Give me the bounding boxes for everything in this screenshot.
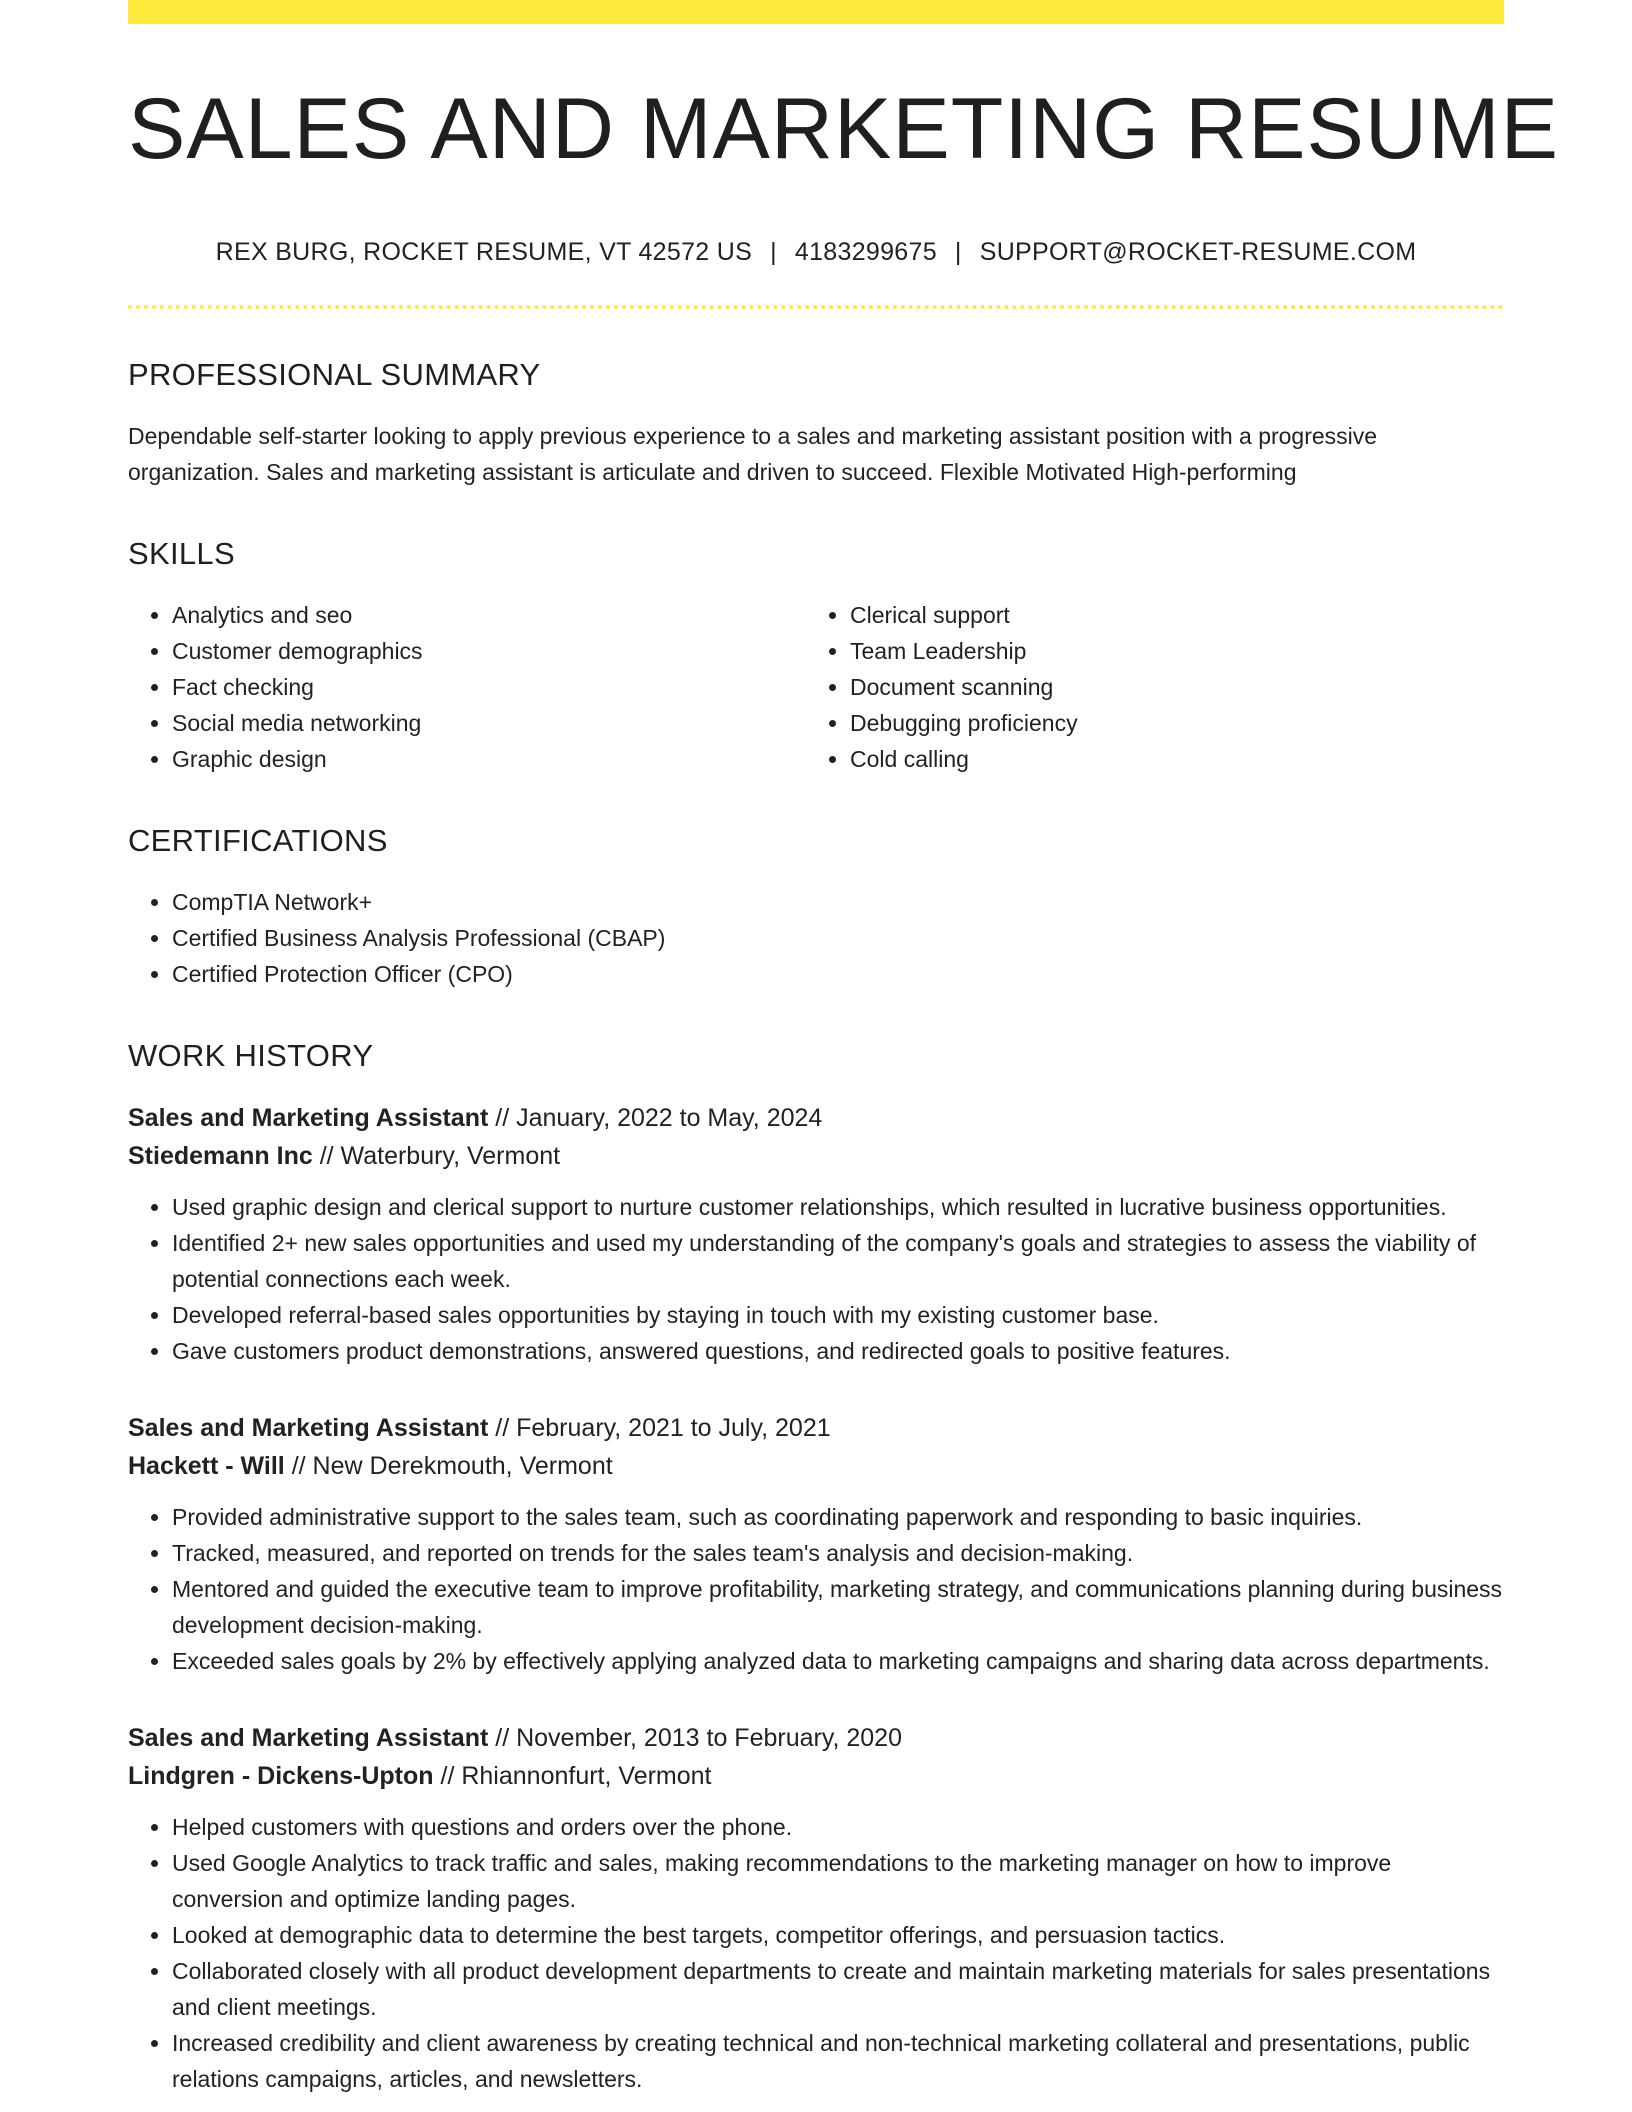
skill-item: • Graphic design [172, 741, 806, 777]
work-history-heading: WORK HISTORY [128, 1038, 374, 1073]
dotted-divider [128, 305, 1504, 309]
job-title-line [128, 1719, 1504, 1757]
summary-text: Dependable self-starter looking to apply previous experience to a sales and marketing assistant position with a progressive organization. Sales and marketing assistant is articulate and driven to succeed. Flexible Motivated High-performing [128, 423, 1378, 485]
job-location: // Waterbury, Vermont [319, 1142, 561, 1170]
top-accent-bar [128, 0, 1504, 24]
skills-column-right [806, 597, 1484, 777]
job-company-line [128, 1447, 1504, 1485]
job-title: Sales and Marketing Assistant [128, 1104, 489, 1132]
job-location: // New Derekmouth, Vermont [291, 1452, 613, 1480]
duty-item: • Tracked, measured, and reported on trends for the sales team's analysis and decision-making. [172, 1535, 1504, 1571]
job-dates: // January, 2022 to May, 2024 [495, 1104, 823, 1132]
duty-item: • Gave customers product demonstrations, answered questions, and redirected goals to positive features. [172, 1333, 1504, 1369]
contact-line [128, 238, 1504, 267]
skill-item: • Document scanning [850, 669, 1484, 705]
job-company-line [128, 1757, 1504, 1795]
duty-item: • Provided administrative support to the sales team, such as coordinating paperwork and responding to basic inquiries. [172, 1499, 1504, 1535]
job-company-line [128, 1137, 1504, 1175]
job-company: Hackett - Will [128, 1452, 285, 1480]
job-entry [128, 1099, 1504, 1369]
job-duties [128, 1809, 1504, 2097]
skills-heading: SKILLS [128, 536, 235, 571]
job-title: Sales and Marketing Assistant [128, 1414, 489, 1442]
resume-page [128, 0, 1559, 2097]
skill-item: • Team Leadership [850, 633, 1484, 669]
duty-item: • Exceeded sales goals by 2% by effectively applying analyzed data to marketing campaigns and sharing data across departments. [172, 1643, 1504, 1679]
duty-item: • Helped customers with questions and orders over the phone. [172, 1809, 1504, 1845]
contact-separator: | [770, 238, 777, 266]
contact-separator: | [954, 238, 962, 266]
certification-item: • CompTIA Network+ [172, 884, 1504, 920]
skill-item: • Customer demographics [172, 633, 806, 669]
skill-item: • Clerical support [850, 597, 1484, 633]
certification-item: • Certified Protection Officer (CPO) [172, 956, 1504, 992]
page-title: SALES AND MARKETING RESUME [128, 81, 1559, 177]
skill-item: • Social media networking [172, 705, 806, 741]
duty-item: • Increased credibility and client awareness by creating technical and non-technical marketing collateral and presentations, public relations campaigns, articles, and newsletters. [172, 2025, 1504, 2097]
skill-item: • Cold calling [850, 741, 1484, 777]
job-title-line [128, 1099, 1504, 1137]
job-dates: // November, 2013 to February, 2020 [495, 1724, 902, 1752]
job-title-line [128, 1409, 1504, 1447]
contact-phone: 4183299675 [794, 238, 937, 266]
job-company: Stiedemann Inc [128, 1142, 313, 1170]
job-entry [128, 1409, 1504, 1679]
skills-column-left [128, 597, 806, 777]
skill-item: • Fact checking [172, 669, 806, 705]
skill-item: • Analytics and seo [172, 597, 806, 633]
duty-item: • Collaborated closely with all product development departments to create and maintain marketing materials for sales presentations and client meetings. [172, 1953, 1504, 2025]
duty-item: • Used graphic design and clerical support to nurture customer relationships, which resulted in lucrative business opportunities. [172, 1189, 1504, 1225]
job-title: Sales and Marketing Assistant [128, 1724, 489, 1752]
summary-heading: PROFESSIONAL SUMMARY [128, 357, 541, 392]
duty-item: • Developed referral-based sales opportunities by staying in touch with my existing customer base. [172, 1297, 1504, 1333]
job-dates: // February, 2021 to July, 2021 [495, 1414, 831, 1442]
job-entry [128, 1719, 1504, 2097]
certification-item: • Certified Business Analysis Professional (CBAP) [172, 920, 1504, 956]
job-duties [128, 1499, 1504, 1679]
skills-list [128, 597, 1504, 777]
job-company: Lindgren - Dickens-Upton [128, 1762, 434, 1790]
skill-item: • Debugging proficiency [850, 705, 1484, 741]
certifications-list [128, 884, 1504, 992]
contact-email: SUPPORT@ROCKET-RESUME.COM [979, 238, 1417, 266]
job-duties [128, 1189, 1504, 1369]
certifications-heading: CERTIFICATIONS [128, 823, 388, 858]
duty-item: • Mentored and guided the executive team to improve profitability, marketing strategy, and communications planning during business development decision-making. [172, 1571, 1504, 1643]
duty-item: • Used Google Analytics to track traffic and sales, making recommendations to the marketing manager on how to improve conversion and optimize landing pages. [172, 1845, 1504, 1917]
duty-item: • Identified 2+ new sales opportunities and used my understanding of the company's goals and strategies to assess the viability of potential connections each week. [172, 1225, 1504, 1297]
contact-address: REX BURG, ROCKET RESUME, VT 42572 US [215, 238, 753, 266]
duty-item: • Looked at demographic data to determine the best targets, competitor offerings, and persuasion tactics. [172, 1917, 1504, 1953]
job-location: // Rhiannonfurt, Vermont [440, 1762, 712, 1790]
